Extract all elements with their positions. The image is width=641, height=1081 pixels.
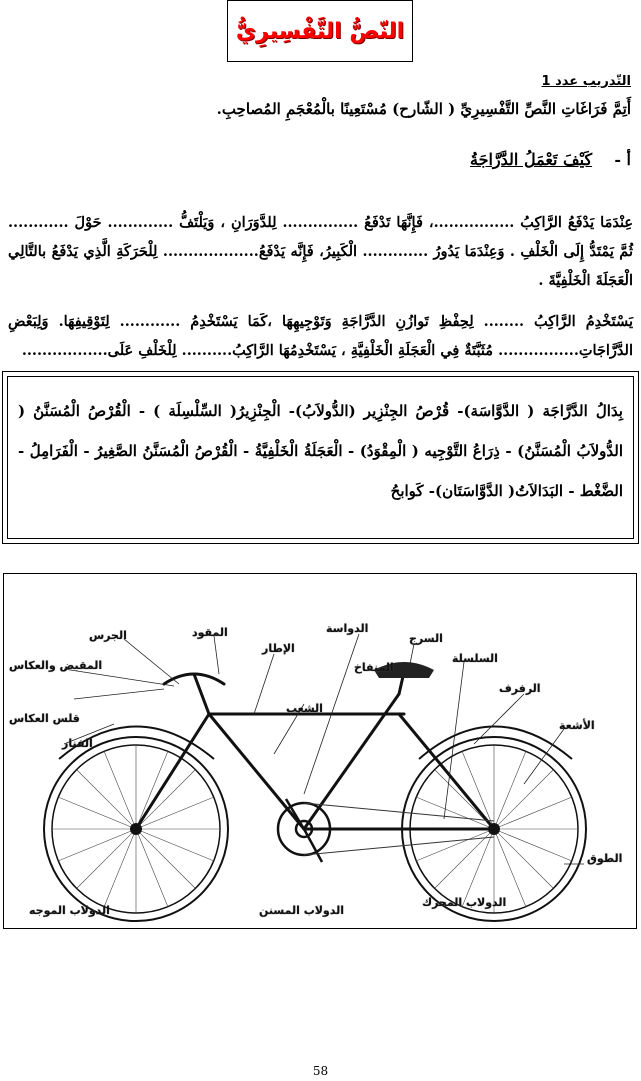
subtitle-prefix: أ - [614,150,631,169]
label-mudguard: الرفرف [499,682,541,695]
exercise-heading: التّدريب عدد 1 [541,74,631,89]
label-lamp: الفنار [62,737,93,750]
label-ring: الطوق [587,852,623,865]
label-driving-wheel: الدولاب المحرك [422,896,507,909]
bicycle-drawing [4,574,636,928]
label-handlebar: المقود [192,626,228,639]
label-bell: الجرس [89,629,127,642]
instruction-text: أَتِمَّ فَرَاغَاتِ النَّصِّ التَّفْسِيرِيِّ ( الشّارح) مُسْتَعِينًا بالْمُعْجَمِ المُصاحِبِ. [216,100,631,118]
page-title: النّصُّ التَّفْسِيرِيُّ [235,18,405,44]
label-gear-wheel: الدولاب المسنن [259,904,345,917]
label-chain: السلسلة [452,652,498,665]
subtitle-text: كَيْفَ تَعْمَلُ الدَّرَّاجَةُ [470,150,593,169]
label-handle-brake: المقبض والعكاس [9,659,103,672]
label-seat: السرج [409,632,443,645]
label-front-wheel: الدولاب الموجه [29,904,110,917]
label-brake-cable: قلس العكاس [9,712,80,725]
paragraph-1: عِنْدَمَا يَدْفَعُ الرَّاكِبُ ................، فَإِنَّهَا تَدْفَعُ ............... لِلدَّوَرَانِ ، وَيَلْتَفُّ ............. حَوْلَ ............ ثُمَّ يَمْتَدُّ إِلَى الْخَلْفِ . وَعِنْدَمَا يَدُورُ ............. الْكَبِيرُ، فَإِنَّه يَدْفَعُ................... لِلْحَرَكَةِ الَّذِي يَدْفَعُ بالتَّالِي الْعَجَلَةَ الْخَلْفِيَّةَ . [8,214,633,289]
label-frame: الإطار [262,642,295,655]
title-box [227,0,413,62]
bicycle-diagram [3,573,637,929]
label-spokes: الأشعة [559,719,595,732]
label-pump: المنفاخ [354,661,394,674]
paragraph-2: يَسْتَخْدِمُ الرَّاكِبُ ........ لِحِفْظِ تَوازُنِ الدَّرَّاجَةِ وَتَوْجِيهِهَا ،كَمَا يَسْتَخْدِمُ ............ لِتَوْقِيفِهَا. وَلِبَعْضِ الدَّرَّاجَاتِ................ مُثَبَّتَةٌ فِي الْعَجَلَةِ الْخَلْفِيَّةِ ، يَسْتَخْدِمُهَا الرَّاكِبُ.......... لِلْخَلْفِ عَلَى................. [8,313,633,359]
section-subtitle [470,150,631,169]
word-bank-box [2,371,639,544]
label-fork: الشعب [286,702,323,715]
word-bank-text: بِدَالُ الدَّرَّاجَة ( الدَّوَّاسَة)- قُرْصُ الجِنْزِير (الدُّولاَبُ)- الْجِنْزِيرُ( السِّلْسِلَة ) - الْقُرْصُ الْمُسَنَّنُ ( الدُّولاَبُ الْمُسَنَّنُ) - ذِرَاعُ التَّوْجِيه ( الْمِقْوَدُ) - الْعَجَلَةُ الْخَلْفِيَّةُ - الْقُرْصُ الْمُسَنَّنُ الصَّغِيرُ - الْفَرَامِلُ - الضَّغْط - البَدَالاَتُ( الدَّوَّاسَتَان)- كَوابحُ [7,376,634,539]
label-pedal: الدواسة [326,622,369,635]
page-number: 58 [312,1064,329,1078]
